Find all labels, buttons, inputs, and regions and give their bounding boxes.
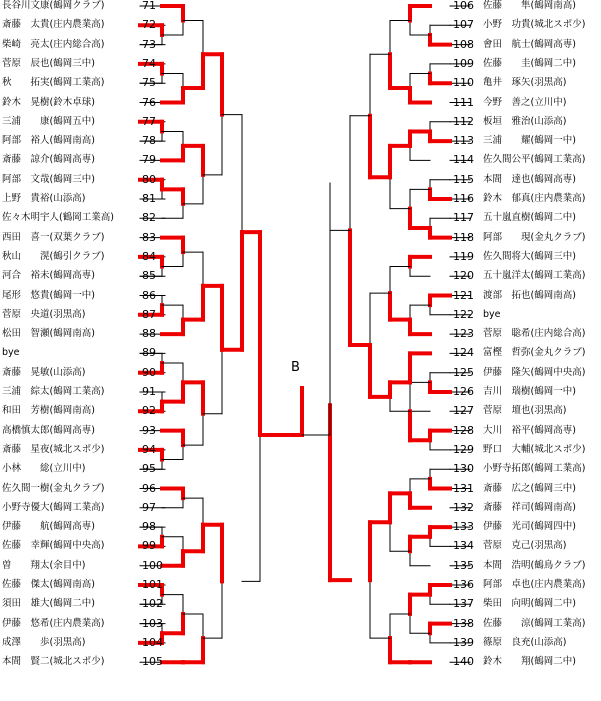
entry-number: 95 [142, 462, 156, 476]
entry-name: 阿部 現(金丸クラブ) [483, 231, 586, 243]
entry-76 [2, 96, 167, 110]
entry-number: 108 [453, 37, 474, 51]
entry-name: 阿部 文哉(鶴岡三中) [2, 173, 95, 185]
entry-name: 秋山 滉(鶴引クラブ) [2, 250, 105, 262]
entry-name: 渡部 拓也(鶴岡南高) [483, 289, 576, 301]
entry-number: 115 [453, 172, 474, 186]
entry-75 [2, 76, 167, 90]
entry-name: 佐藤 圭(鶴岡二中) [483, 57, 576, 69]
entry-number: 75 [142, 76, 156, 90]
entry-name: 松田 智瀬(鶴岡南高) [2, 328, 95, 340]
entry-name: 小野寺拓郎(鶴岡工業高) [483, 463, 586, 475]
entry-number: 100 [142, 558, 163, 572]
entry-107 [453, 18, 599, 32]
entry-number: 80 [142, 172, 156, 186]
entry-name: 斎藤 太貴(庄内農業高) [2, 19, 105, 31]
entry-number: 128 [453, 423, 474, 437]
entry-129 [453, 443, 599, 457]
entry-name: 板垣 雅治(山添高) [483, 115, 567, 127]
entry-name: 伊藤 光司(鶴岡四中) [483, 521, 576, 533]
entry-84 [2, 250, 167, 264]
entry-105 [2, 655, 167, 669]
entry-name: 會田 航士(鶴岡高専) [483, 38, 576, 50]
entry-121 [453, 289, 599, 303]
entry-name: bye [2, 347, 20, 359]
entry-93 [2, 424, 167, 438]
entry-number: 77 [142, 114, 156, 128]
entry-name: 小林 総(立川中) [2, 463, 86, 475]
entry-124 [453, 346, 599, 360]
entry-77 [2, 115, 167, 129]
entry-number: 83 [142, 230, 156, 244]
entry-number: 127 [453, 404, 474, 418]
entry-name: 鈴木 郁真(庄内農業高) [483, 193, 586, 204]
entry-name: 阿部 卓也(庄内農業高) [483, 579, 586, 590]
entry-87 [2, 308, 167, 322]
entry-number: 132 [453, 500, 474, 514]
entry-number: 84 [142, 249, 156, 263]
entry-137 [453, 597, 599, 611]
entry-83 [2, 231, 167, 245]
entry-number: 117 [453, 211, 474, 225]
entry-name: 和田 芳樹(鶴岡南高) [2, 405, 95, 417]
entry-name: 菅原 壇也(羽黒高) [483, 405, 567, 417]
entry-name: 柴崎 亮太(庄内総合高) [2, 38, 105, 50]
entry-name: 佐藤 隼(鶴岡南高) [483, 0, 576, 11]
entry-72 [2, 18, 167, 32]
entry-number: 122 [453, 307, 474, 321]
entry-139 [453, 636, 599, 650]
entry-number: 99 [142, 539, 156, 553]
entry-number: 118 [453, 230, 474, 244]
entry-number: 125 [453, 365, 474, 379]
entry-name: 河合 裕未(鶴岡高専) [2, 270, 95, 282]
entry-85 [2, 269, 167, 283]
entry-name: 斎藤 祥司(鶴岡南高) [483, 501, 576, 513]
entry-number: 106 [453, 0, 474, 12]
entry-117 [453, 211, 599, 225]
entry-number: 140 [453, 655, 474, 669]
entry-79 [2, 153, 167, 167]
entry-number: 124 [453, 346, 474, 360]
entry-name: 小野 功貴(城北スポ少) [483, 19, 586, 31]
entry-name: 五十嵐洋太(鶴岡工業高) [483, 270, 586, 282]
entry-number: 107 [453, 18, 474, 32]
entry-number: 109 [453, 56, 474, 70]
entry-name: 富樫 哲弥(金丸クラブ) [483, 347, 586, 359]
entry-number: 94 [142, 442, 156, 456]
entry-number: 130 [453, 462, 474, 476]
entry-130 [453, 462, 599, 476]
entry-125 [453, 366, 599, 380]
entry-109 [453, 57, 599, 71]
entry-number: 114 [453, 153, 474, 167]
entry-number: 79 [142, 153, 156, 167]
entry-number: 72 [142, 18, 156, 32]
entry-135 [453, 559, 599, 573]
entry-name: 伊藤 隆矢(鶴岡中央高) [483, 366, 586, 378]
entry-136 [453, 578, 599, 592]
entry-name: 三浦 康(鶴岡五中) [2, 115, 95, 127]
entry-102 [2, 597, 167, 611]
entry-name: 五十嵐直樹(鶴岡二中) [483, 212, 576, 224]
entry-name: 鈴木 晃樹(鈴木卓球) [2, 96, 95, 108]
entry-number: 110 [453, 76, 474, 90]
entry-name: 須田 雄大(鶴岡二中) [2, 598, 95, 610]
entry-name: 西田 喜一(双葉クラブ) [2, 231, 105, 243]
entry-name: 佐久間一樹(金丸クラブ) [2, 482, 105, 494]
entry-number: 112 [453, 114, 474, 128]
entry-89 [2, 346, 167, 360]
entry-98 [2, 520, 167, 534]
entry-name: 佐々木明宇人(鶴岡工業高) [2, 212, 114, 224]
entry-number: 139 [453, 635, 474, 649]
entry-name: 野口 大輔(城北スポ少) [483, 443, 586, 455]
entry-90 [2, 366, 167, 380]
entry-99 [2, 539, 167, 553]
entry-128 [453, 424, 599, 438]
entry-92 [2, 404, 167, 418]
entry-71 [2, 0, 167, 13]
entry-number: 85 [142, 269, 156, 283]
entry-133 [453, 520, 599, 534]
entry-number: 121 [453, 288, 474, 302]
entry-number: 74 [142, 56, 156, 70]
entry-103 [2, 617, 167, 631]
entry-number: 119 [453, 249, 474, 263]
entry-name: 篠原 良充(山添高) [483, 636, 567, 648]
entry-number: 126 [453, 385, 474, 398]
entry-95 [2, 462, 167, 476]
entry-number: 138 [453, 616, 474, 630]
entry-100 [2, 559, 167, 573]
entry-name: 吉川 瑞樹(鶴岡一中) [483, 386, 576, 397]
entry-114 [453, 153, 599, 167]
entry-number: 134 [453, 539, 474, 553]
entry-name: 菅原 央道(羽黒高) [2, 308, 86, 320]
entry-97 [2, 501, 167, 515]
entry-106 [453, 0, 599, 13]
entry-number: 87 [142, 307, 156, 321]
entry-118 [453, 231, 599, 245]
entry-91 [2, 385, 167, 399]
entry-127 [453, 404, 599, 418]
entry-number: 102 [142, 597, 163, 611]
entry-104 [2, 636, 167, 650]
entry-name: 柴田 向明(鶴岡二中) [483, 598, 576, 610]
entry-number: 103 [142, 616, 163, 630]
entry-number: 88 [142, 327, 156, 341]
entry-120 [453, 269, 599, 283]
entry-138 [453, 617, 599, 631]
entry-name: 今野 善之(立川中) [483, 96, 567, 108]
entry-78 [2, 134, 167, 148]
entry-82 [2, 211, 167, 225]
entry-name: 斎藤 諒介(鶴岡高専) [2, 154, 95, 166]
entry-name: 佐藤 傑太(鶴岡南高) [2, 579, 95, 590]
entry-name: 佐藤 幸輝(鶴岡中央高) [2, 540, 105, 552]
entry-name: 本間 浩明(鶴鳥クラブ) [483, 559, 586, 571]
block-label: B [291, 360, 300, 375]
entry-140 [453, 655, 599, 669]
entry-73 [2, 38, 167, 52]
entry-number: 92 [142, 404, 156, 418]
entry-number: 131 [453, 481, 474, 495]
entry-name: 菅原 克己(羽黒高) [483, 540, 567, 552]
entry-number: 91 [142, 385, 156, 398]
entry-number: 89 [142, 346, 156, 360]
entry-number: 123 [453, 327, 474, 341]
entry-name: 佐久間公平(鶴岡工業高) [483, 154, 586, 166]
entry-number: 71 [142, 0, 156, 12]
entry-name: 尾形 悠貴(鶴岡一中) [2, 289, 95, 301]
entry-number: 97 [142, 500, 156, 514]
entry-name: 佐藤 涼(鶴岡工業高) [483, 617, 586, 629]
entry-name: 斎藤 広之(鶴岡三中) [483, 482, 576, 494]
entry-number: 120 [453, 269, 474, 283]
entry-94 [2, 443, 167, 457]
entry-110 [453, 76, 599, 90]
entry-name: 菅原 辰也(鶴岡三中) [2, 57, 95, 69]
entry-number: 93 [142, 423, 156, 437]
entry-name: 三浦 綜太(鶴岡工業高) [2, 386, 105, 397]
entry-number: 133 [453, 520, 474, 534]
entry-number: 135 [453, 558, 474, 572]
entry-108 [453, 38, 599, 52]
entry-number: 111 [453, 95, 474, 109]
entry-96 [2, 482, 167, 496]
entry-123 [453, 327, 599, 341]
entry-number: 78 [142, 134, 156, 148]
entry-name: 本間 賢二(城北スポ少) [2, 656, 105, 668]
entry-name: 伊藤 悠希(庄内農業高) [2, 617, 105, 629]
entry-number: 113 [453, 134, 474, 148]
entry-name: 斎藤 晃敏(山添高) [2, 366, 86, 378]
entry-111 [453, 96, 599, 110]
entry-81 [2, 192, 167, 206]
entry-115 [453, 173, 599, 187]
entry-number: 73 [142, 37, 156, 51]
entry-name: 上野 貴裕(山添高) [2, 193, 86, 204]
entry-name: 長谷川文康(鶴岡クラブ) [2, 0, 105, 11]
entry-name: 三浦 耀(鶴岡一中) [483, 135, 576, 147]
entry-number: 90 [142, 365, 156, 379]
entry-number: 137 [453, 597, 474, 611]
entry-name: 斎藤 星夜(城北スポ少) [2, 443, 105, 455]
entry-134 [453, 539, 599, 553]
entry-name: 曽 翔太(余目中) [2, 559, 86, 571]
entry-number: 101 [142, 578, 163, 591]
entry-number: 82 [142, 211, 156, 225]
entry-113 [453, 134, 599, 148]
entry-name: 亀井 琢矢(羽黒高) [483, 77, 567, 89]
entry-name: 小野寺優大(鶴岡工業高) [2, 501, 105, 513]
entry-name: 成澤 歩(羽黒高) [2, 636, 86, 648]
entry-88 [2, 327, 167, 341]
entry-number: 76 [142, 95, 156, 109]
entry-name: 高橋慎太郎(鶴岡高専) [2, 424, 95, 436]
entry-name: 本間 達也(鶴岡高専) [483, 173, 576, 185]
entry-number: 136 [453, 578, 474, 591]
entry-122 [453, 308, 599, 322]
entry-number: 104 [142, 635, 163, 649]
entry-name: 鈴木 翔(鶴岡二中) [483, 656, 576, 668]
entry-name: 阿部 裕人(鶴岡南高) [2, 135, 95, 147]
entry-name: bye [483, 308, 501, 320]
entry-112 [453, 115, 599, 129]
entry-86 [2, 289, 167, 303]
entry-name: 伊藤 航(鶴岡高専) [2, 521, 95, 533]
entry-131 [453, 482, 599, 496]
entry-number: 96 [142, 481, 156, 495]
entry-number: 116 [453, 192, 474, 205]
entry-name: 佐久間将大(鶴岡三中) [483, 250, 576, 262]
entry-number: 129 [453, 442, 474, 456]
entry-116 [453, 192, 599, 206]
entry-119 [453, 250, 599, 264]
entry-name: 菅原 聡希(庄内総合高) [483, 328, 586, 340]
entry-name: 大川 裕平(鶴岡高専) [483, 424, 576, 436]
entry-132 [453, 501, 599, 515]
entry-name: 秋 拓実(鶴岡工業高) [2, 77, 105, 89]
entry-number: 98 [142, 520, 156, 534]
entry-74 [2, 57, 167, 71]
entry-101 [2, 578, 167, 592]
entry-80 [2, 173, 167, 187]
entry-number: 105 [142, 655, 163, 669]
entry-126 [453, 385, 599, 399]
entry-number: 86 [142, 288, 156, 302]
entry-number: 81 [142, 192, 156, 205]
